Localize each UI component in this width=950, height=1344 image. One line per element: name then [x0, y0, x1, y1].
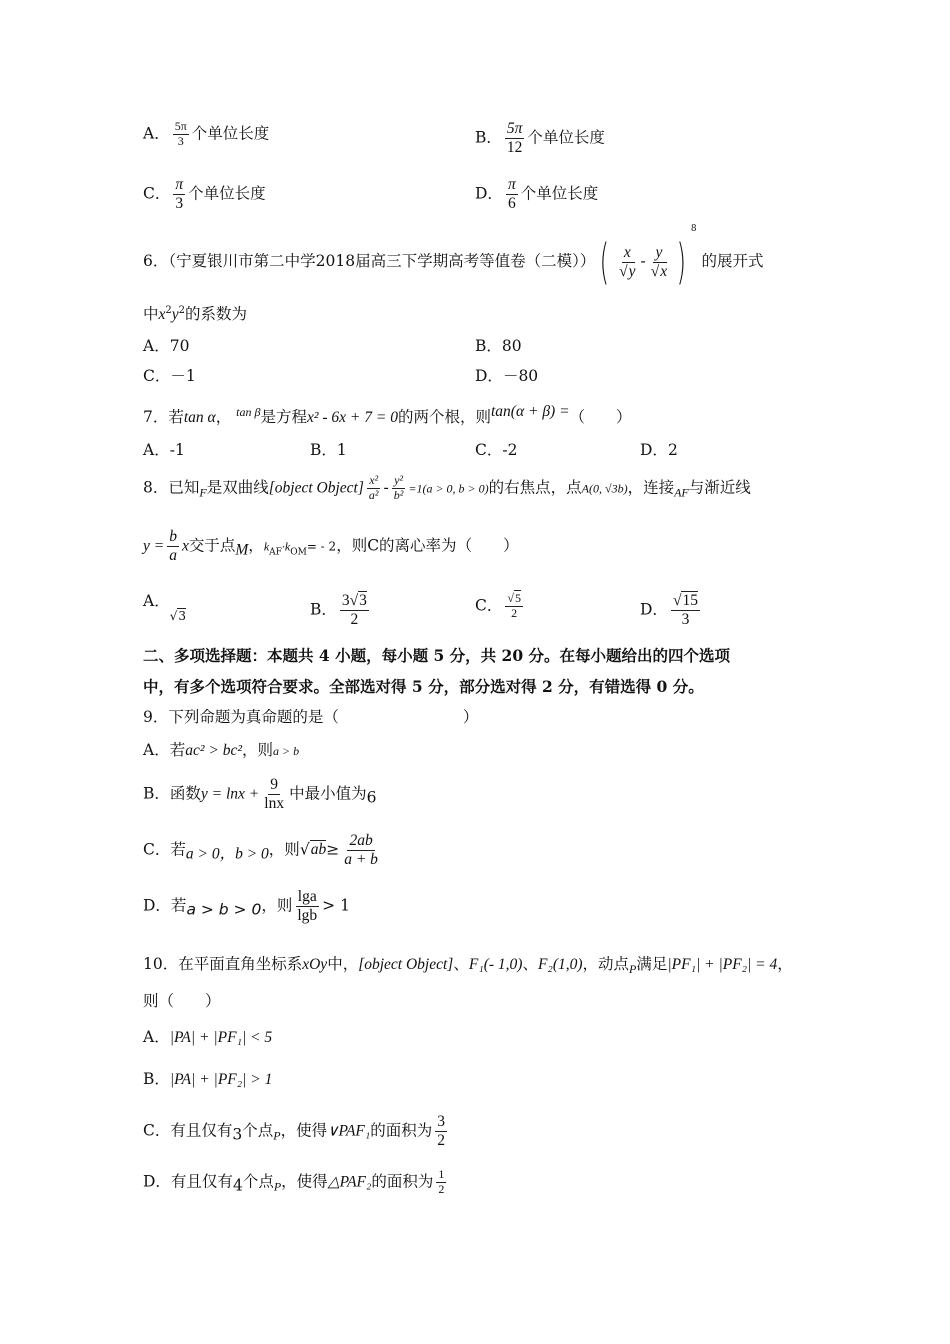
q9-option-c: C．若a > 0，b > 0，则√ab≥ $\frac{2ab}{a + b}$	[143, 832, 378, 868]
fraction: $\frac{\pi}{3}$	[175, 176, 184, 212]
q10-option-a: A．|PA| + |PF₁| < 5	[143, 1028, 273, 1046]
q9-stem: 9．下列命题为真命题的是（ ）	[143, 708, 479, 726]
q6-option-a: A．70	[143, 337, 190, 355]
q6-option-c: C．－1	[143, 367, 196, 385]
q9-option-d: D．若a > b > 0，则 $\frac{\lg a}{\lg b}$ > 1	[143, 888, 350, 924]
q7-option-d: D．2	[640, 441, 678, 459]
section-heading-line2: 中，有多个选项符合要求。全部选对得 5 分，部分选对得 2 分，有错选得 0 分。	[143, 677, 704, 696]
q10-option-b: B．|PA| + |PF₂| > 1	[143, 1070, 273, 1088]
q8-option-c: C． $\frac{√5}{2}$	[475, 591, 521, 620]
fraction: $\frac{\pi}{6}$	[507, 176, 516, 212]
q5-option-c: C． $\frac{\pi}{3}$ 个单位长度	[143, 176, 266, 212]
q7-option-c: C．-2	[475, 441, 518, 459]
q7-option-b: B．1	[310, 441, 347, 459]
fraction: $\frac{y}{√x}$	[650, 243, 668, 280]
q9-option-b: B．函数y = lnx + $\frac{9}{\ln x}$ 中最小值为6	[143, 776, 377, 812]
q5-option-a: A． $\frac{5\pi}{3}$ 个单位长度	[143, 119, 270, 148]
right-paren: )	[676, 234, 687, 290]
q6-option-d: D．－80	[475, 367, 539, 385]
q8-stem: 8．已知$_F$是双曲线[object Object] $\frac{\text{x²}}{\text{a²}}$ - $\frac{\text{y²}}{\text{b²}}$ =1(a > 0, b > 0)的右焦点，点A(0, √3b)，连接$_{AF}$与渐近线	[143, 473, 751, 502]
q5-option-d: D． $\frac{\pi}{6}$ 个单位长度	[475, 176, 599, 212]
q7-option-a: A．-1	[143, 441, 185, 459]
q8-option-a: A．$_{√3}$	[143, 592, 186, 623]
q8-option-d: D． $\frac{√15}{3}$	[640, 592, 698, 628]
fraction: $\frac{5\pi}{3}$	[174, 119, 187, 148]
fraction: $\frac{5\pi}{12}$	[506, 120, 523, 156]
q6-stem: 6．（宁夏银川市第二中学2018届高三下学期高考等值卷（二模））( $\frac{x}{√y}$ - $\frac{y}{√x}$ )$^8$ 的展开式	[143, 224, 764, 290]
q8-stem-line2: y = $\frac{b}{a}$ x交于点M，$k_{AF}\cdot k_{OM}= - 2$，则C的离心率为（ ）	[143, 528, 519, 564]
q9-option-a: A．若ac² > bc²，则a > b	[143, 741, 300, 759]
section-heading: 二、多项选择题：本题共 4 小题，每小题 5 分，共 20 分。在每小题给出的四个选项	[143, 646, 731, 665]
left-paren: (	[600, 234, 610, 290]
q10-option-c: C．有且仅有3个点$_P$，使得∨PAF₁的面积为 $\frac{3}{2}$	[143, 1113, 446, 1149]
q8-option-b: B． $\frac{3√3}{2}$	[310, 592, 367, 628]
q6-option-b: B．80	[475, 337, 522, 355]
q6-stem-line2: 中$x^2y^2$的系数为	[143, 305, 248, 324]
fraction: $\frac{x}{√y}$	[619, 243, 636, 280]
q5-option-b: B． $\frac{5\pi}{12}$ 个单位长度	[475, 120, 605, 156]
q7-stem: 7．若tan α， $^{tan \beta}$是方程x² - 6x + 7 = 0的两个根，则tan(α + β) =（ ）	[143, 403, 632, 427]
q10-stem-line2: 则（ ）	[143, 992, 221, 1010]
q10-stem: 10．在平面直角坐标系xOy中，[object Object]、F₁(- 1,0)、F₂(1,0)，动点$_P$满足|PF₁| + |PF₂| = 4，	[143, 955, 793, 977]
q10-option-d: D．有且仅有4个点$_P$，使得△PAF₂的面积为 $\frac{1}{2}$	[143, 1167, 445, 1196]
